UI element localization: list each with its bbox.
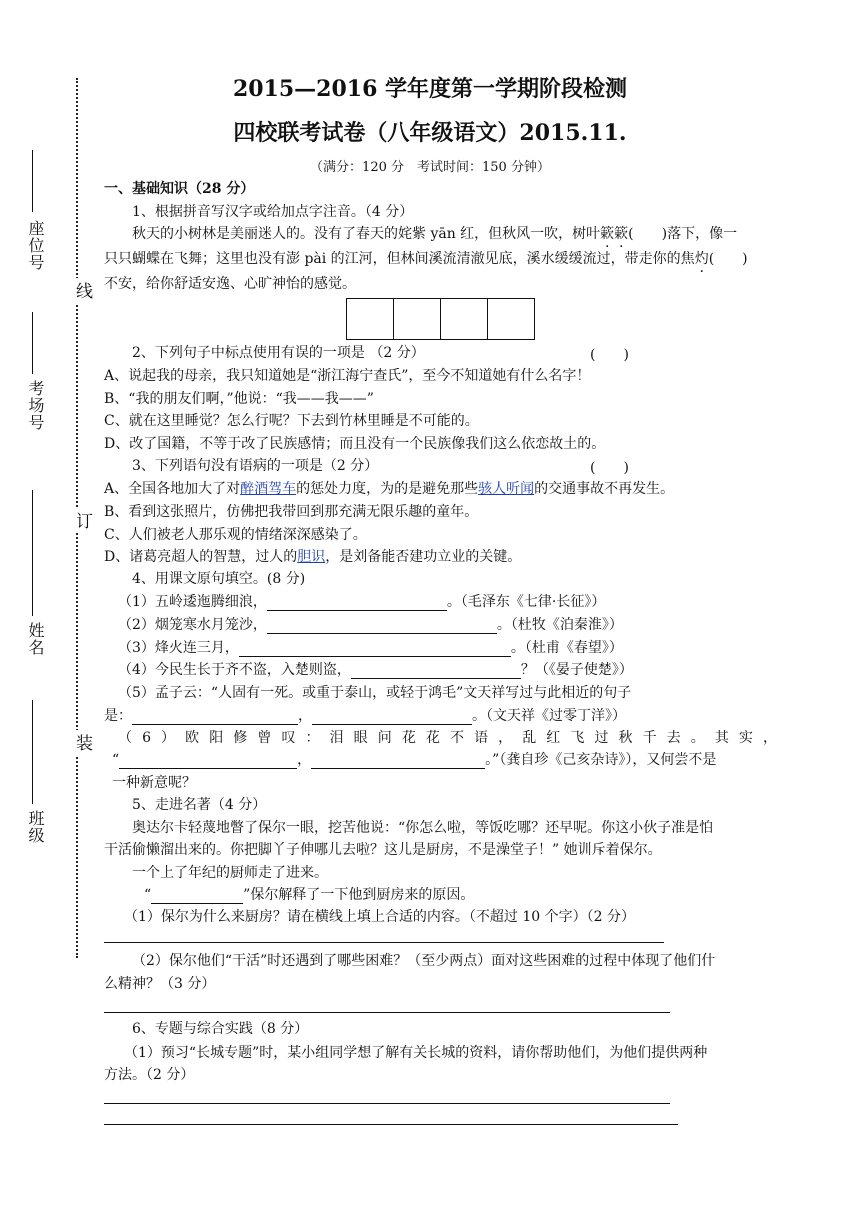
seam-mark-zhuang: 装 [70, 730, 95, 755]
q3-option-b: B、看到这张照片，仿佛把我带回到那充满无限乐趣的童年。 [104, 504, 479, 520]
q5-passage-4: “ ”保尔解释了一下他到厨房来的原因。 [144, 887, 475, 903]
q4-item5-line1: （5）孟子云：“人固有一死。或重于泰山，或轻于鸿毛”文天祥写过与此相近的句子 [118, 685, 632, 701]
seat-number-label: 座位号 [26, 220, 45, 271]
q5-sub1: （1）保尔为什么来厨房？请在横线上填上合适的内容。（不超过 10 个字）（2 分） [124, 909, 635, 925]
q5-passage-3: 一个上了年纪的厨师走了进来。 [132, 865, 328, 881]
q4-item1: （1）五岭逶迤腾细浪， 。（毛泽东《七律·长征》） [118, 594, 606, 610]
q1-prompt: 1、根据拼音写汉字或给加点字注音。（4 分） [132, 204, 414, 220]
q4-blank6b[interactable] [311, 754, 485, 769]
q1-line3: 不安，给你舒适安逸、心旷神怡的感觉。 [104, 276, 356, 292]
q4-blank4[interactable] [351, 664, 521, 679]
section-heading: 一、基础知识（28 分） [104, 181, 255, 197]
name-blank[interactable] [32, 490, 33, 616]
q4-blank5b[interactable] [312, 710, 472, 725]
exam-room-blank[interactable] [32, 312, 33, 374]
q4-item5-line2: 是： ， 。（文天祥《过零丁洋》） [104, 708, 626, 724]
q2-option-a: A、说起我的母亲，我只知道她是“浙江海宁查氏”，至今不知道她有什么名字！ [104, 368, 591, 384]
q3-option-a: A、全国各地加大了对醉酒驾车的惩处力度，为的是避免那些骇人听闻的交通事故不再发生。 [104, 481, 675, 497]
exam-subtitle: 四校联考试卷（八年级语文）2015.11. [233, 120, 627, 146]
q5-prompt: 5、走进名著（4 分） [132, 797, 267, 813]
q5-sub2-line1: （2）保尔他们“干活”时还遇到了哪些困难？（至少两点）面对这些困难的过程中体现了他们什 [132, 953, 716, 969]
class-label: 班级 [26, 810, 45, 844]
q1-line1: 秋天的小树林是美丽迷人的。没有了春天的姹紫 yān 红，但秋风一吹，树叶簌簌( )落下，像一 [132, 226, 738, 242]
q1-line2: 只只蝴蝶在飞舞；这里也没有澎 pài 的江河，但林间溪流清澈见底，溪水缓缓流过，带走你的焦灼( ) [104, 251, 748, 267]
class-blank[interactable] [32, 700, 33, 804]
seam-mark-line: 线 [70, 278, 95, 303]
q4-blank3[interactable] [239, 642, 511, 657]
q6-sub1-line1: （1）预习“长城专题”时，某小组同学想了解有关长城的资料，请你帮助他们，为他们提供两种 [124, 1045, 708, 1061]
q3-prompt: 3、下列语句没有语病的一项是（2 分） [132, 458, 379, 474]
q3-option-d: D、诸葛亮超人的智慧，过人的胆识，是刘备能否建功立业的关键。 [104, 549, 522, 565]
q4-blank5a[interactable] [132, 710, 298, 725]
q2-option-d: D、改了国籍，不等于改了民族感情；而且没有一个民族像我们这么依恋故土的。 [104, 436, 606, 452]
q4-item4: （4）今民生长于齐不盗，入楚则盗， ？（《晏子使楚》） [118, 662, 633, 678]
q5-passage-2: 干活偷懒溜出来的。你把脚丫子伸哪儿去啦？这儿是厨房，不是澡堂子！” 她训斥着保尔。 [104, 842, 662, 858]
q3-option-c: C、人们被老人那乐观的情绪深深感染了。 [104, 527, 367, 543]
q4-blank2[interactable] [267, 619, 497, 634]
q1-answer-boxes[interactable] [346, 298, 534, 340]
exam-title: 2015—2016 学年度第一学期阶段检测 [232, 76, 628, 102]
q2-option-c: C、就在这里睡觉？怎么行呢？下去到竹林里睡是不可能的。 [104, 413, 479, 429]
q2-option-b: B、“我的朋友们啊，”他说：“我——我——” [104, 391, 374, 407]
seam-mark-ding: 订 [70, 508, 95, 533]
link-shocking[interactable]: 骇人听闻 [478, 481, 535, 497]
exam-room-label: 考场号 [26, 380, 45, 431]
q5-sub2-line2: 么精神？（3 分） [104, 976, 216, 992]
q4-item3: （3）烽火连三月， 。（杜甫《春望》） [118, 640, 623, 656]
q5-blank[interactable] [151, 889, 243, 904]
exam-meta: （满分：120 分 考试时间：150 分钟） [310, 160, 550, 175]
q4-item2: （2）烟笼寒水月笼沙， 。（杜牧《泊秦淮》） [118, 617, 623, 633]
q5-passage-1: 奥达尔卡轻蔑地瞥了保尔一眼，挖苦他说：“你怎么啦，等饭吃哪？还早呢。你这小伙子准是怕 [132, 820, 714, 836]
q4-blank6a[interactable] [119, 754, 297, 769]
q5-sub1-answer-line[interactable] [104, 942, 664, 943]
name-label: 姓名 [26, 622, 45, 656]
link-drunk-driving[interactable]: 醉酒驾车 [240, 481, 297, 497]
q4-item6-line1: （6）欧阳修曾叹：泪眼问花花不语，乱红飞过秋千去。其实， [118, 730, 780, 746]
q4-blank1[interactable] [267, 596, 447, 611]
q2-answer-bracket[interactable]: ( ) [590, 347, 629, 363]
q6-sub1-line2: 方法。（2 分） [104, 1067, 195, 1083]
q6-prompt: 6、专题与综合实践（8 分） [132, 1021, 309, 1037]
q3-answer-bracket[interactable]: ( ) [590, 460, 629, 476]
q4-item6-line2: “ ， 。”（龚自珍《己亥杂诗》），又何尝不是 [112, 752, 717, 768]
q6-answer-line-1[interactable] [104, 1103, 670, 1104]
q2-prompt: 2、下列句子中标点使用有误的一项是 （2 分） [132, 345, 425, 361]
q4-item6-line3: 一种新意呢？ [112, 775, 196, 791]
q4-prompt: 4、用课文原句填空。(8 分) [132, 571, 306, 587]
q5-sub2-answer-line[interactable] [104, 1012, 670, 1013]
link-courage[interactable]: 胆识 [297, 549, 326, 565]
q6-answer-line-2[interactable] [104, 1124, 678, 1125]
